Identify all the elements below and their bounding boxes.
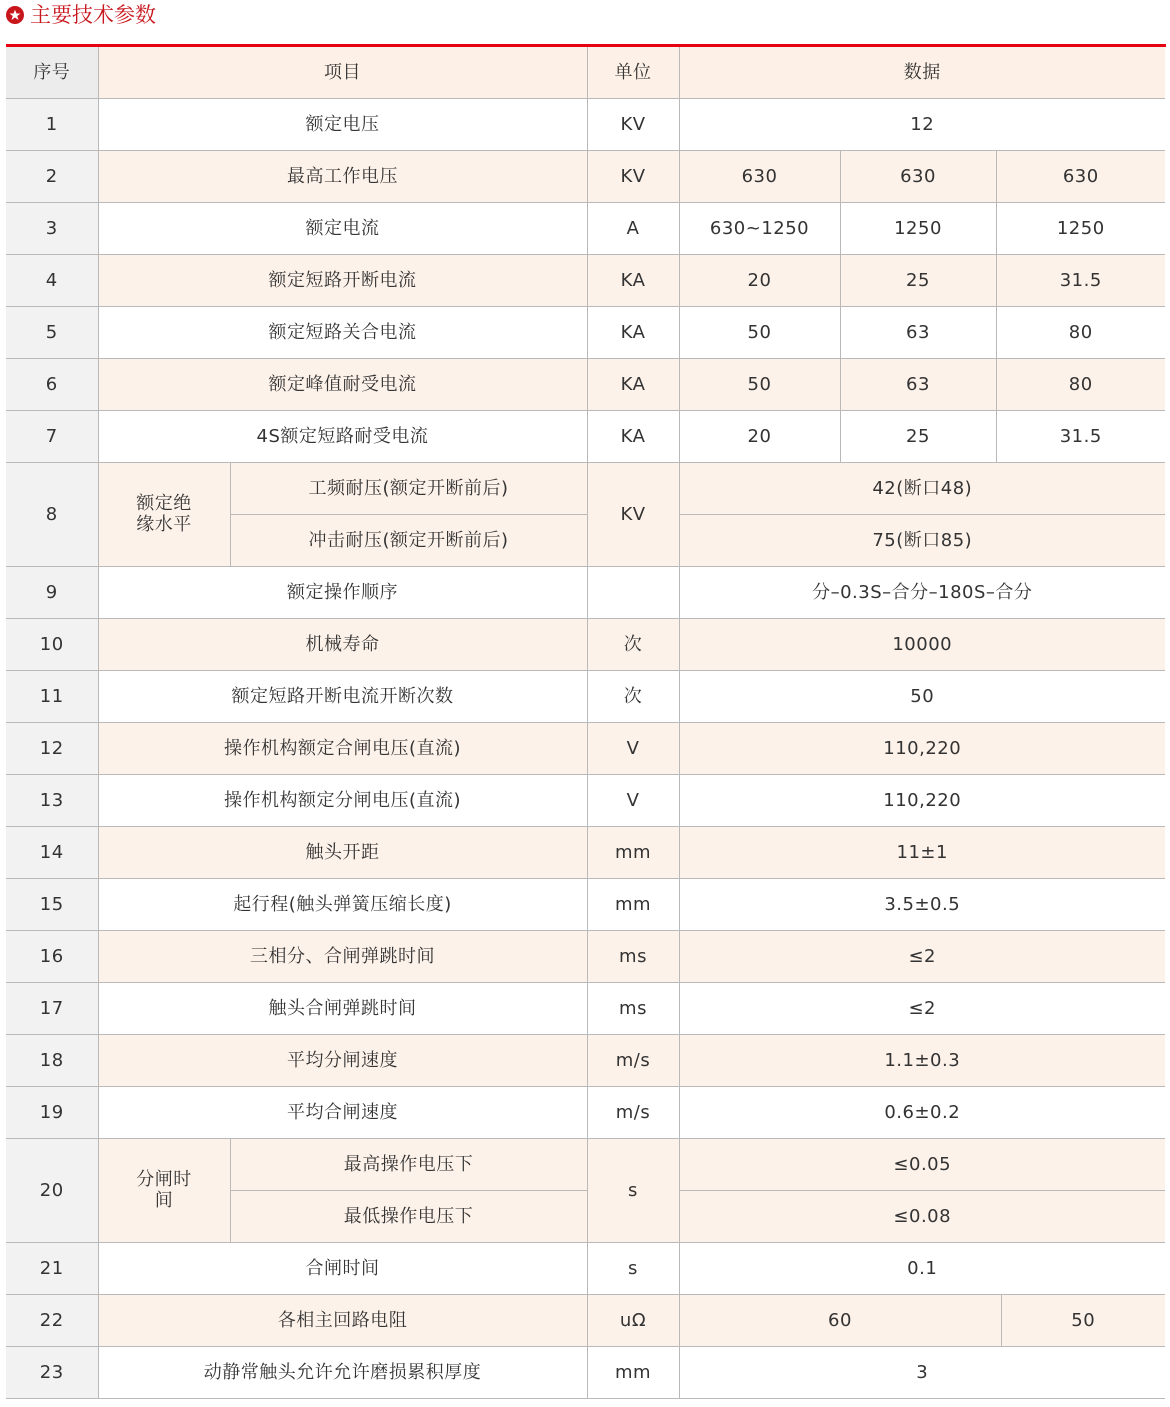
row-data: ≤2 bbox=[679, 931, 1165, 983]
row-no: 22 bbox=[6, 1295, 98, 1347]
row-data-1: 20 bbox=[679, 255, 840, 307]
row-item: 额定操作顺序 bbox=[98, 567, 587, 619]
star-icon bbox=[6, 6, 24, 24]
row-unit: mm bbox=[587, 827, 679, 879]
row-item: 额定峰值耐受电流 bbox=[98, 359, 587, 411]
section-title: 主要技术参数 bbox=[30, 3, 156, 27]
row-no: 23 bbox=[6, 1347, 98, 1399]
row-item: 各相主回路电阻 bbox=[98, 1295, 587, 1347]
table-row bbox=[6, 1347, 1165, 1399]
row-item: 最高工作电压 bbox=[98, 151, 587, 203]
table-row bbox=[6, 671, 1165, 723]
row-unit: m/s bbox=[587, 1087, 679, 1139]
row-data-3: 31.5 bbox=[996, 411, 1165, 463]
row-item: 平均分闸速度 bbox=[98, 1035, 587, 1087]
row-data-2: 25 bbox=[840, 255, 996, 307]
row-item: 触头合闸弹跳时间 bbox=[98, 983, 587, 1035]
table-row bbox=[6, 463, 1165, 515]
row-data-2: 63 bbox=[840, 359, 996, 411]
row-data-2: 630 bbox=[840, 151, 996, 203]
table-row bbox=[6, 567, 1165, 619]
row-no: 8 bbox=[6, 463, 98, 567]
row-data: 110,220 bbox=[679, 775, 1165, 827]
header-unit: 单位 bbox=[587, 47, 679, 99]
row-data: 42(断口48) bbox=[679, 463, 1165, 515]
row-item: 额定短路开断电流 bbox=[98, 255, 587, 307]
row-unit: V bbox=[587, 723, 679, 775]
row-item: 4S额定短路耐受电流 bbox=[98, 411, 587, 463]
row-no: 1 bbox=[6, 99, 98, 151]
row-no: 11 bbox=[6, 671, 98, 723]
header-data: 数据 bbox=[679, 47, 1165, 99]
row-group bbox=[98, 463, 230, 567]
row-no: 20 bbox=[6, 1139, 98, 1243]
row-unit: V bbox=[587, 775, 679, 827]
table-row bbox=[6, 1087, 1165, 1139]
table-row bbox=[6, 1035, 1165, 1087]
table-row bbox=[6, 411, 1165, 463]
table-row bbox=[6, 827, 1165, 879]
row-data-2: 25 bbox=[840, 411, 996, 463]
table-row bbox=[6, 983, 1165, 1035]
row-unit: 次 bbox=[587, 671, 679, 723]
row-no: 7 bbox=[6, 411, 98, 463]
row-no: 2 bbox=[6, 151, 98, 203]
row-no: 4 bbox=[6, 255, 98, 307]
row-data-1: 60 bbox=[679, 1295, 1001, 1347]
table-row bbox=[6, 99, 1165, 151]
row-no: 13 bbox=[6, 775, 98, 827]
row-unit: KA bbox=[587, 411, 679, 463]
row-item: 平均合闸速度 bbox=[98, 1087, 587, 1139]
row-unit: ms bbox=[587, 983, 679, 1035]
table-row bbox=[6, 723, 1165, 775]
row-item: 操作机构额定分闸电压(直流) bbox=[98, 775, 587, 827]
row-item: 三相分、合闸弹跳时间 bbox=[98, 931, 587, 983]
section-header bbox=[6, 0, 1166, 44]
row-data: 75(断口85) bbox=[679, 515, 1165, 567]
row-item: 起行程(触头弹簧压缩长度) bbox=[98, 879, 587, 931]
row-unit: KV bbox=[587, 151, 679, 203]
row-data: 0.6±0.2 bbox=[679, 1087, 1165, 1139]
table-row bbox=[6, 879, 1165, 931]
table-row bbox=[6, 931, 1165, 983]
row-item: 额定电压 bbox=[98, 99, 587, 151]
row-data-1: 630~1250 bbox=[679, 203, 840, 255]
row-no: 16 bbox=[6, 931, 98, 983]
row-unit: KV bbox=[587, 99, 679, 151]
row-unit: KV bbox=[587, 463, 679, 567]
row-item: 额定短路开断电流开断次数 bbox=[98, 671, 587, 723]
table-header-row bbox=[6, 47, 1165, 99]
row-unit: ms bbox=[587, 931, 679, 983]
row-unit: A bbox=[587, 203, 679, 255]
row-data-1: 20 bbox=[679, 411, 840, 463]
row-group bbox=[98, 1139, 230, 1243]
row-data: 0.1 bbox=[679, 1243, 1165, 1295]
row-data-3: 1250 bbox=[996, 203, 1165, 255]
row-unit: 次 bbox=[587, 619, 679, 671]
row-item: 触头开距 bbox=[98, 827, 587, 879]
row-unit: mm bbox=[587, 879, 679, 931]
row-group-label: 分闸时间 bbox=[136, 1169, 192, 1211]
row-no: 12 bbox=[6, 723, 98, 775]
row-no: 5 bbox=[6, 307, 98, 359]
row-no: 14 bbox=[6, 827, 98, 879]
row-no: 3 bbox=[6, 203, 98, 255]
header-item: 项目 bbox=[98, 47, 587, 99]
row-data: 12 bbox=[679, 99, 1165, 151]
row-data-2: 50 bbox=[1001, 1295, 1165, 1347]
row-subitem: 冲击耐压(额定开断前后) bbox=[230, 515, 587, 567]
row-data-3: 31.5 bbox=[996, 255, 1165, 307]
row-no: 9 bbox=[6, 567, 98, 619]
row-data: ≤0.05 bbox=[679, 1139, 1165, 1191]
row-data-1: 50 bbox=[679, 359, 840, 411]
row-no: 6 bbox=[6, 359, 98, 411]
row-no: 18 bbox=[6, 1035, 98, 1087]
table-row bbox=[6, 1243, 1165, 1295]
row-data-3: 630 bbox=[996, 151, 1165, 203]
row-data: 10000 bbox=[679, 619, 1165, 671]
row-item: 操作机构额定合闸电压(直流) bbox=[98, 723, 587, 775]
row-data: 50 bbox=[679, 671, 1165, 723]
row-no: 15 bbox=[6, 879, 98, 931]
row-subitem: 工频耐压(额定开断前后) bbox=[230, 463, 587, 515]
table-row bbox=[6, 619, 1165, 671]
row-unit: s bbox=[587, 1139, 679, 1243]
row-subitem: 最高操作电压下 bbox=[230, 1139, 587, 1191]
row-no: 19 bbox=[6, 1087, 98, 1139]
row-data: ≤2 bbox=[679, 983, 1165, 1035]
row-unit: KA bbox=[587, 359, 679, 411]
row-data-3: 80 bbox=[996, 359, 1165, 411]
row-data: 3 bbox=[679, 1347, 1165, 1399]
row-unit: uΩ bbox=[587, 1295, 679, 1347]
row-unit: s bbox=[587, 1243, 679, 1295]
row-item: 额定电流 bbox=[98, 203, 587, 255]
row-unit: KA bbox=[587, 255, 679, 307]
table-row bbox=[6, 359, 1165, 411]
table-row bbox=[6, 1139, 1165, 1191]
row-data: 分–0.3S–合分–180S–合分 bbox=[679, 567, 1165, 619]
row-item: 合闸时间 bbox=[98, 1243, 587, 1295]
row-item: 动静常触头允许允许磨损累积厚度 bbox=[98, 1347, 587, 1399]
row-data-2: 63 bbox=[840, 307, 996, 359]
row-no: 17 bbox=[6, 983, 98, 1035]
spec-table bbox=[6, 47, 1165, 1399]
row-data-1: 50 bbox=[679, 307, 840, 359]
table-row bbox=[6, 1295, 1165, 1347]
row-no: 21 bbox=[6, 1243, 98, 1295]
table-row bbox=[6, 255, 1165, 307]
row-unit: mm bbox=[587, 1347, 679, 1399]
row-item: 机械寿命 bbox=[98, 619, 587, 671]
table-row bbox=[6, 203, 1165, 255]
table-row bbox=[6, 775, 1165, 827]
row-item: 额定短路关合电流 bbox=[98, 307, 587, 359]
row-data: ≤0.08 bbox=[679, 1191, 1165, 1243]
row-data-3: 80 bbox=[996, 307, 1165, 359]
row-data: 11±1 bbox=[679, 827, 1165, 879]
row-subitem: 最低操作电压下 bbox=[230, 1191, 587, 1243]
row-data-1: 630 bbox=[679, 151, 840, 203]
header-no: 序号 bbox=[6, 47, 98, 99]
row-data: 110,220 bbox=[679, 723, 1165, 775]
row-no: 10 bbox=[6, 619, 98, 671]
row-data: 3.5±0.5 bbox=[679, 879, 1165, 931]
row-data-2: 1250 bbox=[840, 203, 996, 255]
row-unit: KA bbox=[587, 307, 679, 359]
row-group-label: 额定绝缘水平 bbox=[136, 493, 192, 535]
row-data: 1.1±0.3 bbox=[679, 1035, 1165, 1087]
table-row bbox=[6, 307, 1165, 359]
row-unit bbox=[587, 567, 679, 619]
row-unit: m/s bbox=[587, 1035, 679, 1087]
table-row bbox=[6, 151, 1165, 203]
